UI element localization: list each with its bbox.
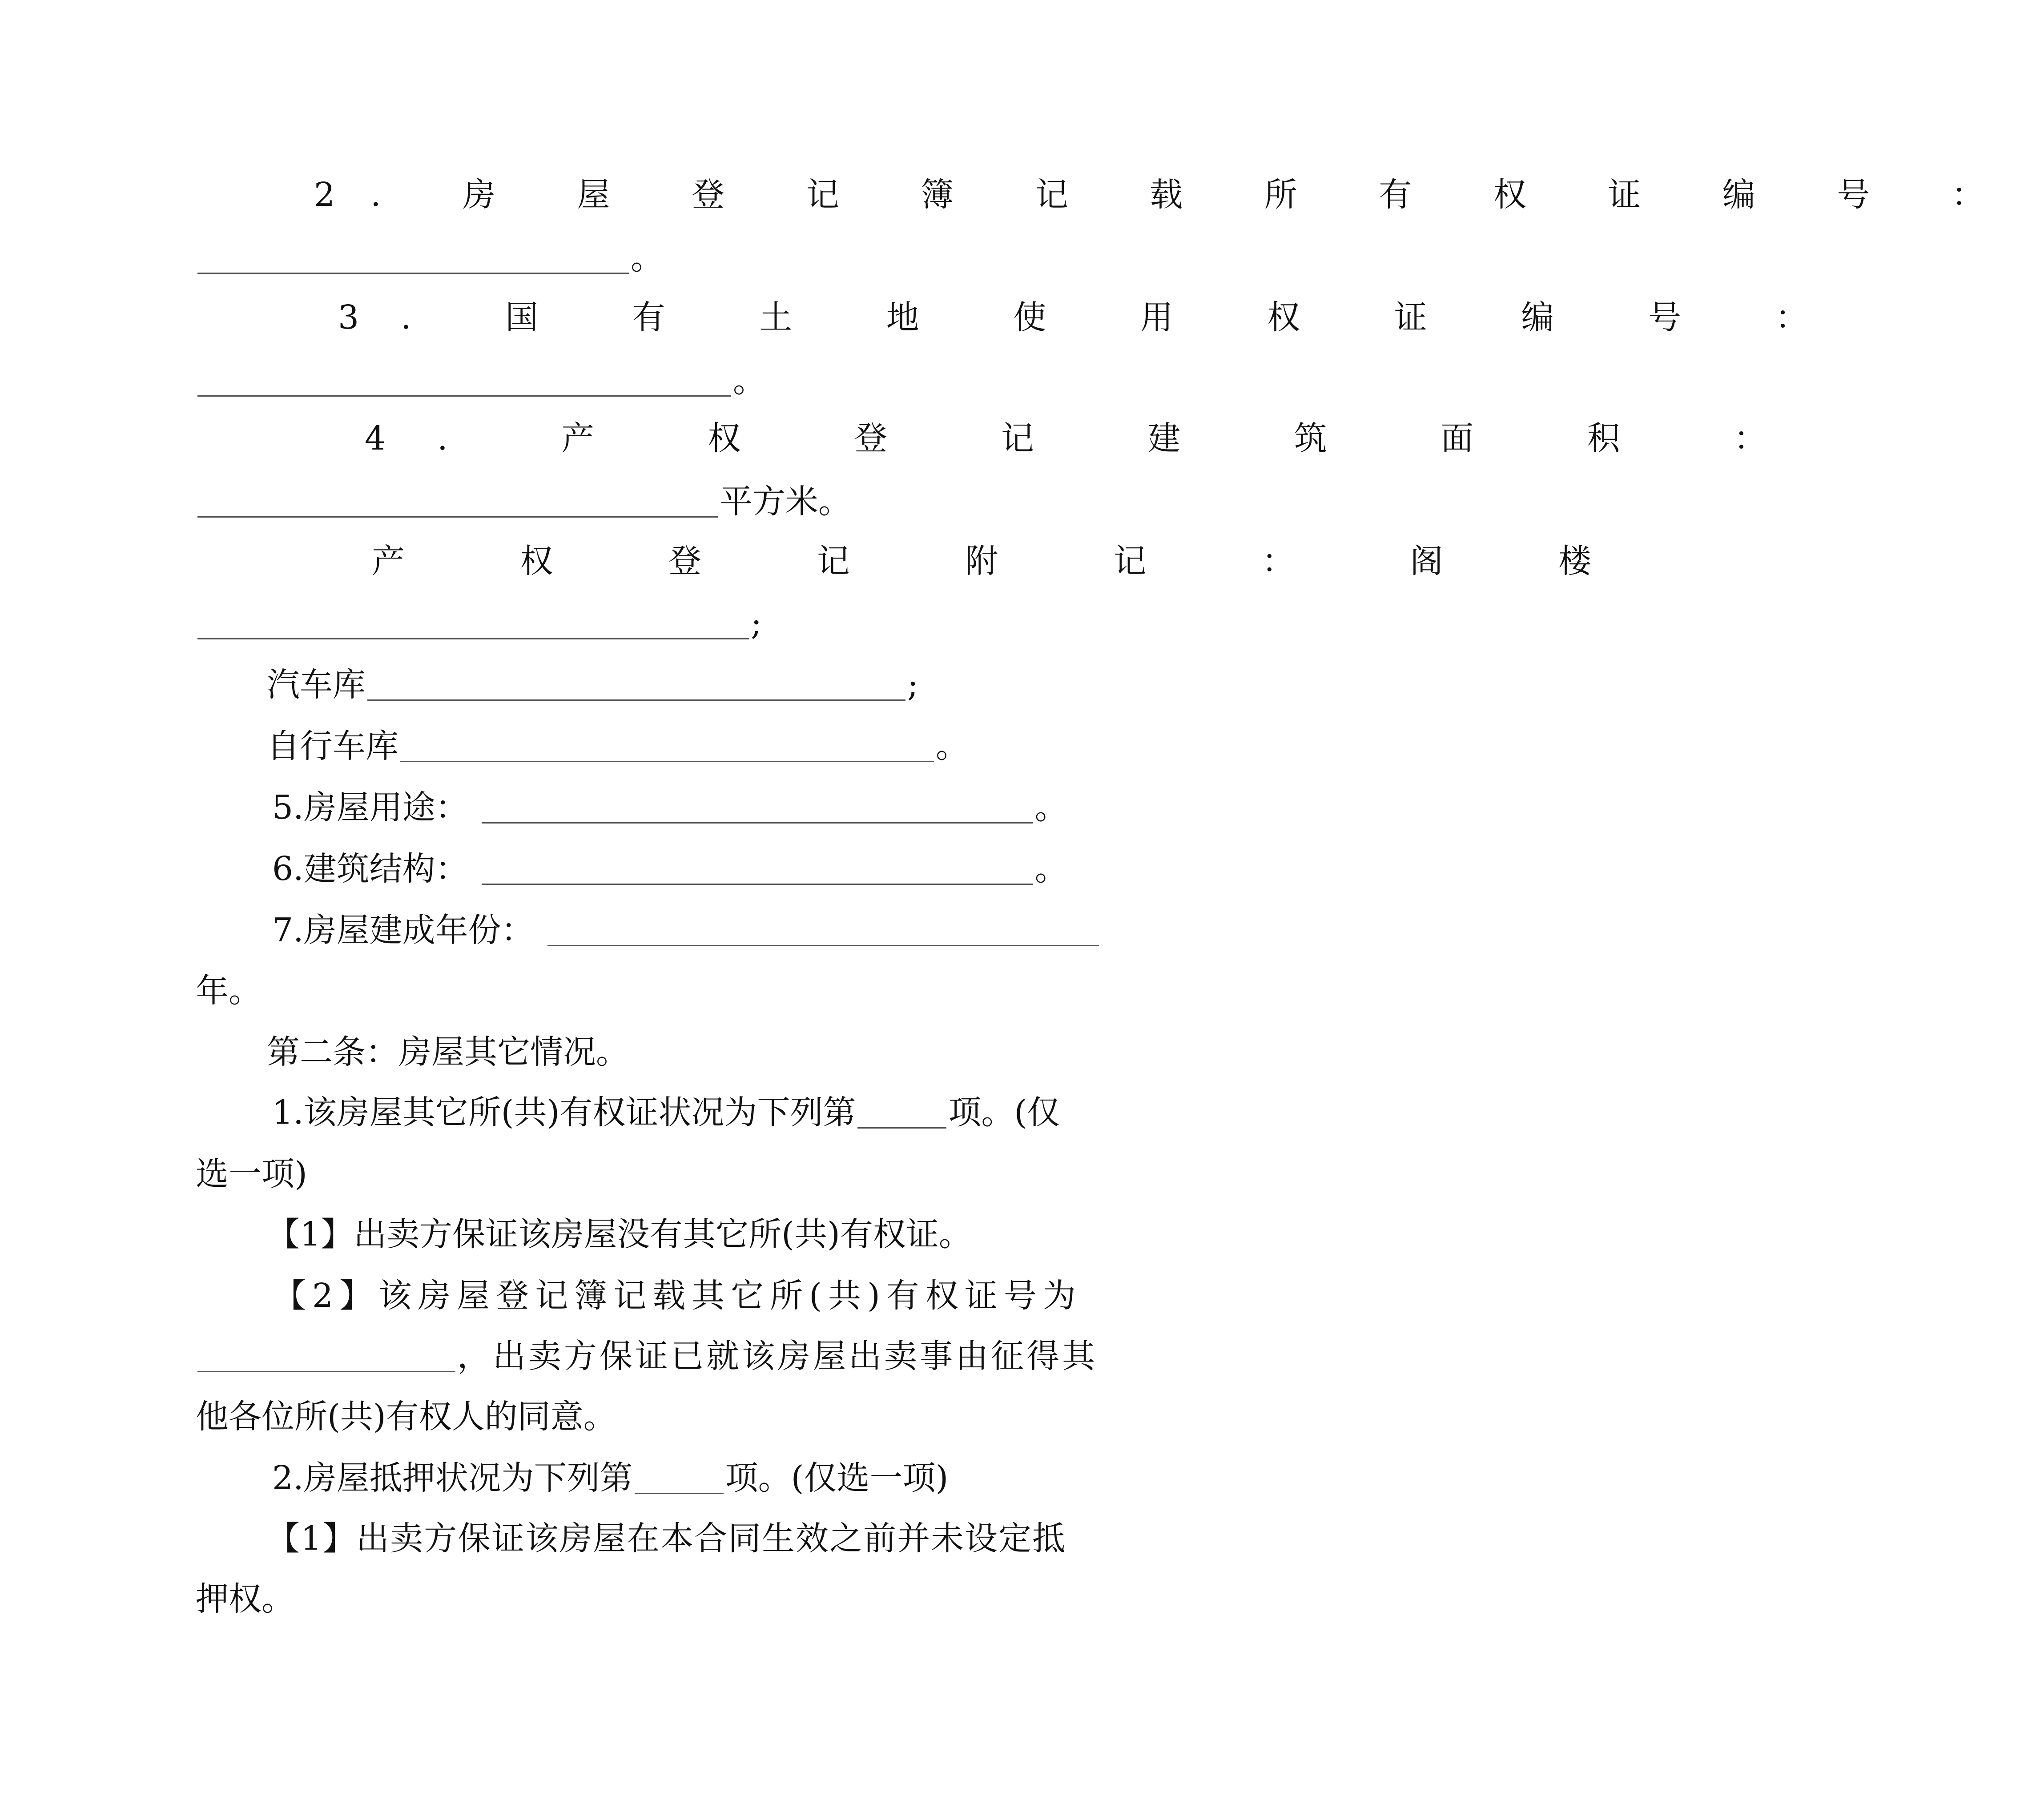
item6-label: 6.建筑结构： (272, 850, 468, 888)
q1-option2-line1: 【2】该房屋登记簿记载其它所(共)有权证号为 (273, 1277, 1082, 1315)
annex-answer-line (196, 601, 762, 646)
item3-end: 。 (733, 362, 766, 400)
q1-line1 (272, 1090, 1060, 1135)
item3-input[interactable] (197, 364, 731, 397)
attic-input[interactable] (197, 607, 749, 639)
item4-label: 4. 产 权 登 记 建 筑 面 积 ： (365, 419, 1819, 458)
item6-input[interactable] (482, 852, 1033, 885)
item3-answer-line (196, 358, 766, 403)
q1-option2-line3: 他各位所(共)有权人的同意。 (196, 1398, 616, 1436)
item7-end: 年。 (196, 972, 262, 1010)
garage-end: ; (907, 666, 918, 704)
q1-input[interactable] (857, 1096, 946, 1129)
item2-input[interactable] (197, 241, 629, 274)
garage-line (267, 663, 918, 707)
item7-input[interactable] (547, 914, 1099, 946)
annex-end: ; (751, 604, 762, 643)
item5-end: 。 (1034, 788, 1068, 827)
item6-line (272, 847, 1068, 891)
bike-line (267, 724, 969, 768)
garage-input[interactable] (367, 668, 905, 701)
q1-text-c: 选一项) (196, 1155, 307, 1193)
item5-label: 5.房屋用途： (272, 788, 468, 827)
q1-text-a: 1.该房屋其它所(共)有权证状况为下列第 (272, 1093, 856, 1132)
q2-option1-line1: 【1】出卖方保证该房屋在本合同生效之前并未设定抵 (267, 1519, 1066, 1558)
q1-option2-text-b: ，出卖方保证已就该房屋出卖事由征得其 (457, 1337, 1098, 1375)
item2-end: 。 (631, 239, 664, 277)
item2-answer-line (196, 236, 664, 280)
item6-end: 。 (1034, 850, 1068, 888)
item4-unit: 平方米。 (720, 482, 851, 521)
annex-label: 产 权 登 记 附 记 ： 阁 楼 (372, 542, 1644, 580)
q1-option1: 【1】出卖方保证该房屋没有其它所(共)有权证。 (267, 1215, 972, 1254)
item7-line (272, 908, 1101, 952)
bike-input[interactable] (400, 730, 934, 762)
item5-line (272, 785, 1068, 830)
q1-option2-line2 (196, 1334, 1098, 1378)
item5-input[interactable] (482, 791, 1033, 824)
q2-text-a: 2.房屋抵押状况为下列第 (272, 1459, 633, 1497)
garage-label: 汽车库 (267, 666, 366, 704)
q1-text-b: 项。(仅 (948, 1093, 1060, 1132)
item2-label: 2. 房 屋 登 记 簿 记 载 所 有 权 证 编 号 ： (314, 176, 2020, 214)
item7-label: 7.房屋建成年份： (272, 911, 534, 949)
bike-label: 自行车库 (267, 727, 398, 765)
q2-option1-line2: 押权。 (196, 1580, 294, 1618)
q2-line1 (272, 1456, 948, 1500)
q2-text-b: 项。(仅选一项) (725, 1459, 949, 1497)
item3-label: 3. 国 有 土 地 使 用 权 证 编 号 ： (338, 298, 1850, 337)
q2-input[interactable] (635, 1462, 724, 1494)
article2-title: 第二条：房屋其它情况。 (267, 1033, 629, 1071)
q1-certificate-number-input[interactable] (197, 1340, 455, 1372)
item4-input[interactable] (197, 485, 718, 518)
item4-answer-line (196, 479, 851, 524)
bike-end: 。 (936, 727, 969, 765)
